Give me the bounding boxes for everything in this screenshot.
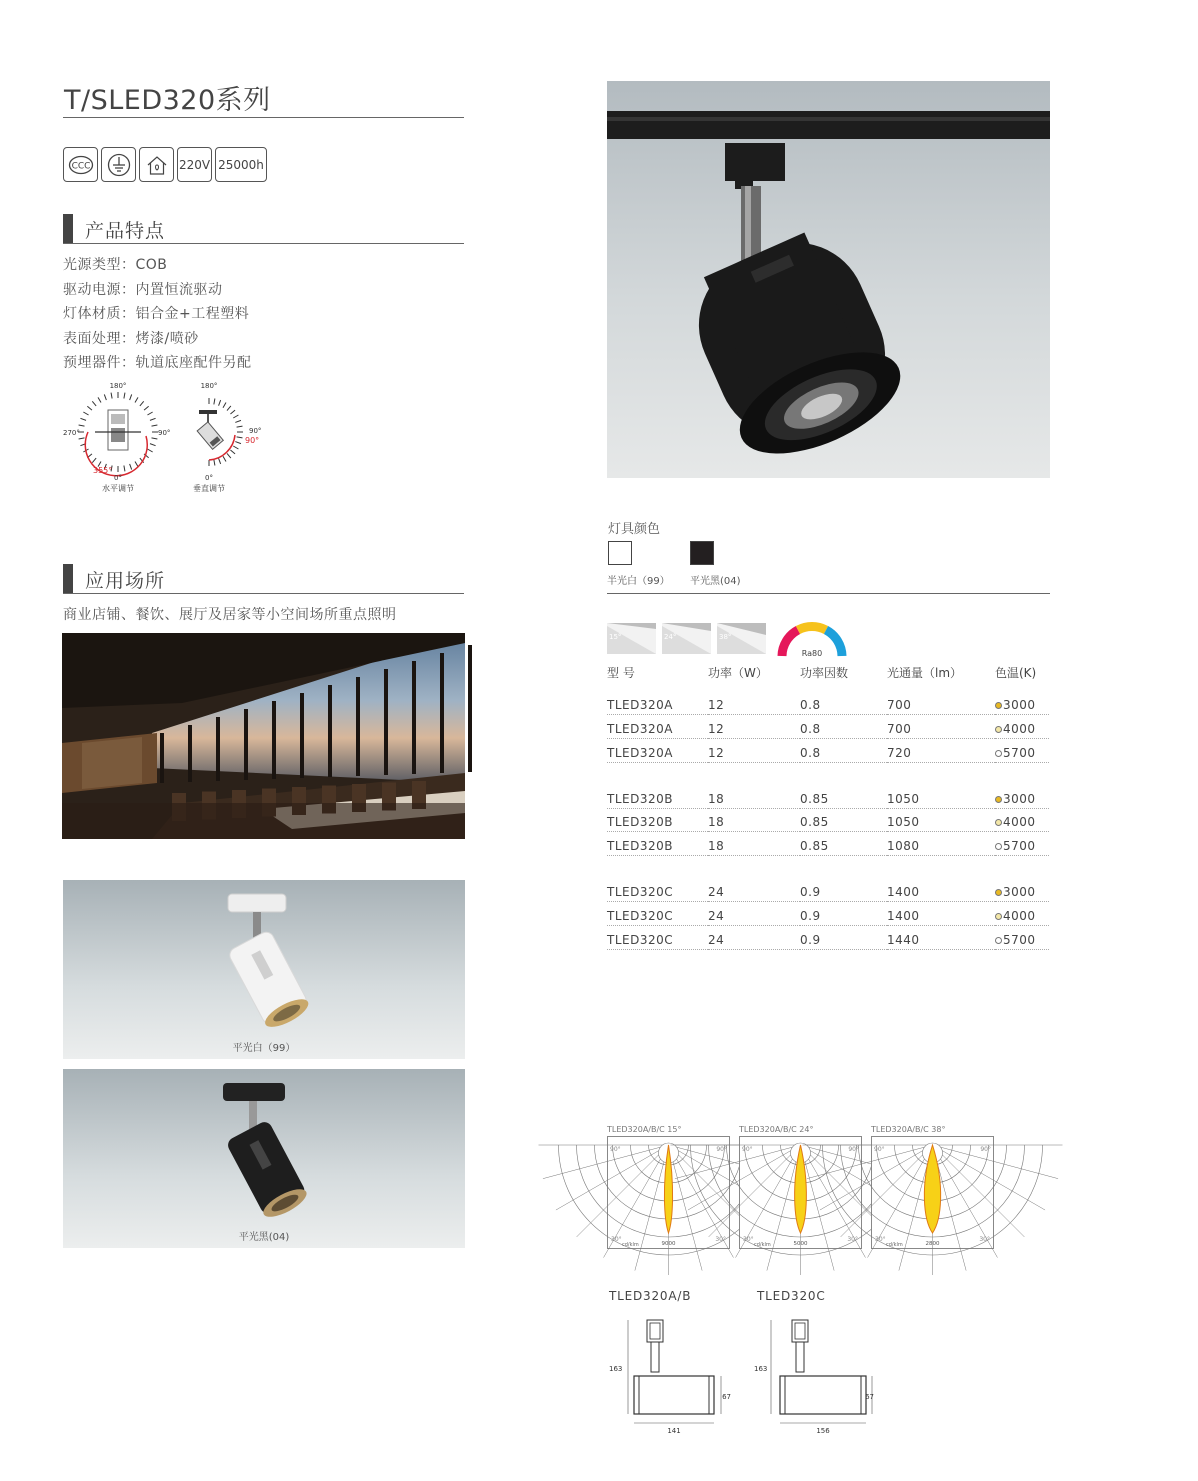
svg-text:30°: 30° xyxy=(875,1236,886,1243)
cell-model: TLED320C xyxy=(607,878,708,902)
spec-row xyxy=(607,902,1049,926)
cell-cct: 5700 xyxy=(995,739,1049,763)
ccc-mark-icon xyxy=(63,147,98,182)
product-black-view xyxy=(63,1069,465,1248)
dim-height-c: 163 xyxy=(754,1365,768,1373)
svg-text:90°: 90° xyxy=(980,1146,991,1153)
dim-length-ab: 141 xyxy=(667,1427,681,1435)
black-color-swatch[interactable] xyxy=(690,541,714,565)
h-angle-bottom: 0° xyxy=(114,474,122,482)
header-cct: 色温(K) xyxy=(995,666,1037,680)
features-heading: 产品特点 xyxy=(63,214,165,244)
svg-text:90°: 90° xyxy=(874,1146,885,1153)
cell-cct: 4000 xyxy=(995,715,1049,739)
h-angle-range: 355° xyxy=(93,466,113,475)
adjustment-diagrams xyxy=(63,380,263,495)
cell-model: TLED320B xyxy=(607,832,708,856)
v-angle-right: 90° xyxy=(249,427,262,435)
beam-38-icon: 38° xyxy=(717,623,766,654)
hero-product-photo xyxy=(607,81,1050,478)
spec-row xyxy=(607,832,1049,856)
cell-pf: 0.9 xyxy=(800,925,887,949)
cell-cct: 3000 xyxy=(995,784,1049,808)
cell-model: TLED320A xyxy=(607,739,708,763)
polar-chart-15 xyxy=(607,1125,730,1249)
page-title: T/SLED320系列 xyxy=(64,85,271,116)
svg-text:90°: 90° xyxy=(610,1146,621,1153)
cell-model: TLED320B xyxy=(607,808,708,832)
header-pf: 功率因数 xyxy=(800,666,849,680)
cell-power: 12 xyxy=(708,691,800,715)
lamp-color-label: 灯具颜色 xyxy=(608,522,661,537)
cct-dot xyxy=(995,889,1002,896)
svg-text:cd/klm: cd/klm xyxy=(754,1242,771,1248)
cell-pf: 0.9 xyxy=(800,902,887,926)
cell-pf: 0.85 xyxy=(800,808,887,832)
spec-row xyxy=(607,925,1049,949)
lifetime-badge: 25000h xyxy=(215,147,267,182)
restaurant-photo xyxy=(62,633,465,839)
svg-text:90°: 90° xyxy=(742,1146,753,1153)
cell-power: 18 xyxy=(708,784,800,808)
cct-dot xyxy=(995,843,1002,850)
svg-text:9000: 9000 xyxy=(661,1241,676,1247)
spec-table xyxy=(607,664,1049,950)
horizontal-label: 水平调节 xyxy=(102,484,134,493)
v-angle-top: 180° xyxy=(200,382,218,390)
svg-text:90°: 90° xyxy=(848,1146,859,1153)
dimension-drawing-c xyxy=(754,1315,874,1440)
white-color-name: 半光白（99） xyxy=(607,576,670,587)
feature-item: 光源类型：COB xyxy=(63,257,168,273)
v-angle-bottom: 0° xyxy=(205,474,213,482)
spec-row xyxy=(607,715,1049,739)
cell-pf: 0.9 xyxy=(800,878,887,902)
cell-model: TLED320C xyxy=(607,925,708,949)
white-color-swatch[interactable] xyxy=(608,541,632,565)
cell-cct: 5700 xyxy=(995,832,1049,856)
svg-text:5000: 5000 xyxy=(793,1241,808,1247)
spec-row xyxy=(607,784,1049,808)
product-black-caption: 平光黑(04) xyxy=(238,1232,290,1243)
cct-dot xyxy=(995,819,1002,826)
cell-flux: 720 xyxy=(887,739,995,763)
svg-text:Ra80: Ra80 xyxy=(801,649,823,658)
polar-title-24: TLED320A/B/C 24° xyxy=(739,1125,814,1134)
v-angle-range: 90° xyxy=(245,436,260,445)
cell-model: TLED320A xyxy=(607,715,708,739)
cell-pf: 0.85 xyxy=(800,784,887,808)
feature-item: 表面处理：烤漆/喷砂 xyxy=(63,330,199,347)
svg-text:30°: 30° xyxy=(743,1236,754,1243)
dim-title-ab: TLED320A/B xyxy=(609,1289,692,1303)
dimension-drawing-ab xyxy=(606,1315,731,1440)
cell-flux: 1050 xyxy=(887,784,995,808)
black-color-name: 平光黑(04) xyxy=(690,576,741,587)
header-power: 功率（W） xyxy=(708,666,768,680)
polar-chart-38 xyxy=(871,1125,994,1249)
cct-dot xyxy=(995,796,1002,803)
h-angle-top: 180° xyxy=(109,382,127,390)
h-angle-left: 270° xyxy=(63,429,80,437)
title-divider xyxy=(63,117,464,118)
cell-power: 24 xyxy=(708,878,800,902)
feature-item: 预埋器件：轨道底座配件另配 xyxy=(63,355,252,371)
cell-flux: 1400 xyxy=(887,902,995,926)
svg-text:2800: 2800 xyxy=(925,1241,940,1247)
cell-power: 24 xyxy=(708,902,800,926)
cct-dot xyxy=(995,913,1002,920)
svg-text:cd/klm: cd/klm xyxy=(622,1242,639,1248)
cell-flux: 700 xyxy=(887,691,995,715)
svg-text:CCC: CCC xyxy=(71,161,90,171)
feature-list xyxy=(63,253,252,376)
spec-row xyxy=(607,739,1049,763)
h-angle-right: 90° xyxy=(158,429,171,437)
cell-cct: 4000 xyxy=(995,902,1049,926)
dim-length-c: 156 xyxy=(816,1427,830,1435)
svg-text:30°: 30° xyxy=(847,1236,858,1243)
svg-text:90°: 90° xyxy=(716,1146,727,1153)
polar-title-38: TLED320A/B/C 38° xyxy=(871,1125,946,1134)
feature-item: 灯体材质：铝合金+工程塑料 xyxy=(63,306,250,322)
application-heading: 应用场所 xyxy=(63,564,165,594)
header-model: 型 号 xyxy=(607,666,635,680)
cell-power: 12 xyxy=(708,715,800,739)
cell-power: 24 xyxy=(708,925,800,949)
cell-cct: 5700 xyxy=(995,925,1049,949)
cell-power: 12 xyxy=(708,739,800,763)
dim-body-ab: 67 xyxy=(722,1393,731,1401)
cell-flux: 1080 xyxy=(887,832,995,856)
cell-model: TLED320B xyxy=(607,784,708,808)
polar-title-15: TLED320A/B/C 15° xyxy=(607,1125,682,1134)
cell-power: 18 xyxy=(708,808,800,832)
cell-flux: 1440 xyxy=(887,925,995,949)
indoor-use-icon xyxy=(139,147,174,182)
cell-power: 18 xyxy=(708,832,800,856)
dim-title-c: TLED320C xyxy=(757,1289,826,1303)
cell-cct: 3000 xyxy=(995,878,1049,902)
cell-pf: 0.8 xyxy=(800,715,887,739)
cell-model: TLED320A xyxy=(607,691,708,715)
svg-text:30°: 30° xyxy=(979,1236,990,1243)
cct-dot xyxy=(995,750,1002,757)
dim-body-c: 67 xyxy=(865,1393,874,1401)
feature-item: 驱动电源：内置恒流驱动 xyxy=(63,281,223,298)
svg-text:30°: 30° xyxy=(715,1236,726,1243)
product-white-view xyxy=(63,880,465,1059)
beam-15-icon: 15° xyxy=(607,623,656,654)
cct-dot xyxy=(995,726,1002,733)
header-flux: 光通量（lm） xyxy=(887,666,963,680)
cct-dot xyxy=(995,702,1002,709)
vertical-label: 垂直调节 xyxy=(193,484,225,493)
cell-cct: 4000 xyxy=(995,808,1049,832)
spec-row xyxy=(607,691,1049,715)
features-divider xyxy=(63,243,464,244)
cell-pf: 0.8 xyxy=(800,691,887,715)
spec-row xyxy=(607,878,1049,902)
cell-model: TLED320C xyxy=(607,902,708,926)
product-white-caption: 平光白（99） xyxy=(232,1043,296,1054)
cell-cct: 3000 xyxy=(995,691,1049,715)
beam-24-icon: 24° xyxy=(662,623,711,654)
ground-symbol-icon xyxy=(101,147,136,182)
cell-pf: 0.85 xyxy=(800,832,887,856)
certification-row xyxy=(63,147,267,182)
cri-ra80-icon xyxy=(776,622,848,660)
svg-text:cd/klm: cd/klm xyxy=(886,1242,903,1248)
cell-flux: 700 xyxy=(887,715,995,739)
cell-flux: 1050 xyxy=(887,808,995,832)
cell-flux: 1400 xyxy=(887,878,995,902)
polar-chart-24 xyxy=(739,1125,862,1249)
application-text: 商业店铺、餐饮、展厅及居家等小空间场所重点照明 xyxy=(63,607,397,623)
dim-height-ab: 163 xyxy=(609,1365,623,1373)
cct-dot xyxy=(995,937,1002,944)
spec-row xyxy=(607,808,1049,832)
cell-pf: 0.8 xyxy=(800,739,887,763)
spec-table-header xyxy=(607,664,1049,691)
voltage-badge: 220V xyxy=(177,147,212,182)
beam-angle-icons xyxy=(607,623,766,654)
svg-text:30°: 30° xyxy=(611,1236,622,1243)
application-divider xyxy=(63,593,464,594)
color-divider xyxy=(607,593,1050,594)
